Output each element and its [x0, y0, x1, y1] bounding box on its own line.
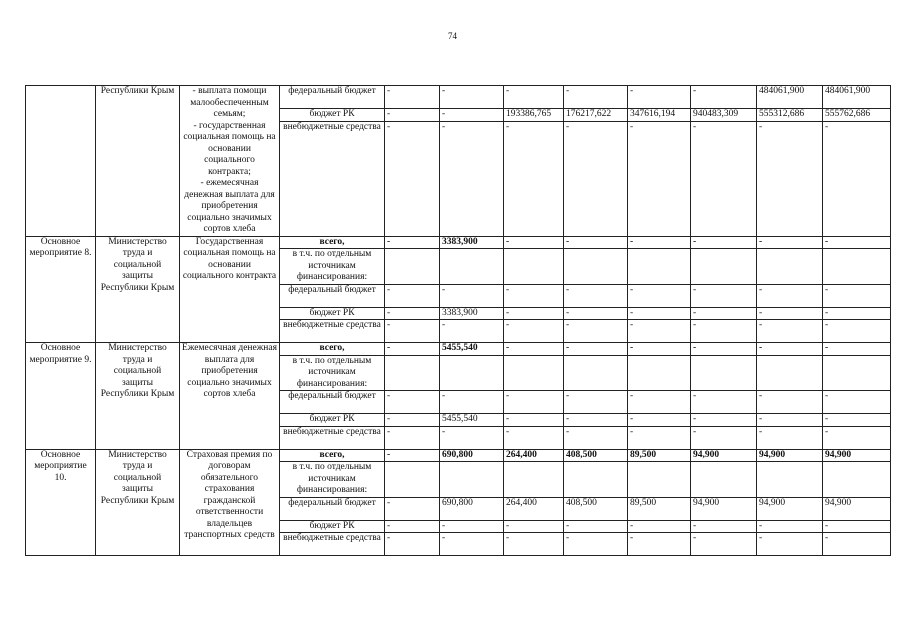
amount-cell: - [628, 284, 691, 307]
amount-cell: 484061,900 [757, 86, 823, 109]
table-row [26, 236, 891, 249]
amount-cell: - [385, 307, 440, 320]
amount-cell: - [440, 520, 504, 533]
amount-cell: - [504, 520, 564, 533]
description-cell: Ежемесячная денежная выплата для приобретения социально значимых сортов хлеба [180, 343, 280, 450]
amount-cell [440, 249, 504, 285]
amount-cell [385, 355, 440, 391]
amount-cell: - [628, 307, 691, 320]
amount-cell: - [757, 533, 823, 556]
amount-cell: - [564, 320, 628, 343]
amount-cell: - [564, 86, 628, 109]
funding-source-cell: в т.ч. по отдельным источникам финансирования: [280, 462, 385, 498]
amount-cell: - [823, 121, 891, 236]
executor-cell: Министерство труда и социальной защиты Республики Крым [96, 343, 180, 450]
amount-cell: - [628, 343, 691, 356]
amount-cell: - [757, 414, 823, 427]
amount-cell: 94,900 [757, 449, 823, 462]
amount-cell: - [757, 121, 823, 236]
amount-cell: - [385, 497, 440, 520]
amount-cell: - [385, 391, 440, 414]
amount-cell: - [440, 533, 504, 556]
amount-cell: - [564, 284, 628, 307]
table-row [26, 449, 891, 462]
funding-source-cell: бюджет РК [280, 520, 385, 533]
table-row [26, 343, 891, 356]
amount-cell: 94,900 [691, 449, 757, 462]
amount-cell: - [691, 343, 757, 356]
amount-cell: - [628, 414, 691, 427]
amount-cell: - [757, 320, 823, 343]
amount-cell [385, 462, 440, 498]
amount-cell: - [564, 121, 628, 236]
funding-source-cell: всего, [280, 449, 385, 462]
amount-cell: 5455,540 [440, 343, 504, 356]
activity-cell: Основное мероприятие 10. [26, 449, 96, 556]
amount-cell: - [385, 86, 440, 109]
amount-cell [691, 462, 757, 498]
amount-cell: - [823, 533, 891, 556]
funding-source-cell: бюджет РК [280, 414, 385, 427]
amount-cell [564, 462, 628, 498]
amount-cell: - [504, 284, 564, 307]
amount-cell: - [691, 414, 757, 427]
amount-cell [757, 355, 823, 391]
amount-cell: - [385, 320, 440, 343]
amount-cell: 940483,309 [691, 109, 757, 122]
funding-source-cell: федеральный бюджет [280, 391, 385, 414]
funding-source-cell: внебюджетные средства [280, 320, 385, 343]
amount-cell: 264,400 [504, 449, 564, 462]
amount-cell: - [440, 426, 504, 449]
funding-source-cell: в т.ч. по отдельным источникам финансирования: [280, 355, 385, 391]
amount-cell [628, 249, 691, 285]
amount-cell: - [504, 343, 564, 356]
amount-cell [504, 355, 564, 391]
amount-cell: - [757, 426, 823, 449]
funding-source-cell: в т.ч. по отдельным источникам финансирования: [280, 249, 385, 285]
amount-cell: - [504, 391, 564, 414]
activity-cell: Основное мероприятие 9. [26, 343, 96, 450]
amount-cell: - [564, 343, 628, 356]
amount-cell: - [504, 414, 564, 427]
amount-cell: - [504, 426, 564, 449]
amount-cell: - [564, 520, 628, 533]
amount-cell: - [628, 236, 691, 249]
amount-cell: 555762,686 [823, 109, 891, 122]
amount-cell: - [440, 320, 504, 343]
amount-cell: - [757, 520, 823, 533]
amount-cell: 89,500 [628, 449, 691, 462]
executor-cell: Министерство труда и социальной защиты Республики Крым [96, 449, 180, 556]
amount-cell: - [564, 307, 628, 320]
amount-cell: - [504, 307, 564, 320]
amount-cell: - [440, 109, 504, 122]
amount-cell [823, 355, 891, 391]
amount-cell: 264,400 [504, 497, 564, 520]
amount-cell: 3383,900 [440, 307, 504, 320]
amount-cell [385, 249, 440, 285]
amount-cell [823, 249, 891, 285]
amount-cell: - [440, 86, 504, 109]
amount-cell: - [757, 284, 823, 307]
page-number: 74 [448, 31, 457, 41]
amount-cell: - [504, 320, 564, 343]
budget-table [25, 85, 891, 556]
amount-cell: 690,800 [440, 497, 504, 520]
amount-cell: - [757, 343, 823, 356]
amount-cell [628, 355, 691, 391]
description-cell: Государственная социальная помощь на основании социального контракта [180, 236, 280, 343]
amount-cell: - [691, 121, 757, 236]
amount-cell: - [691, 391, 757, 414]
amount-cell: - [823, 520, 891, 533]
amount-cell: 408,500 [564, 497, 628, 520]
amount-cell: - [823, 391, 891, 414]
funding-source-cell: внебюджетные средства [280, 121, 385, 236]
amount-cell: 3383,900 [440, 236, 504, 249]
amount-cell [691, 249, 757, 285]
amount-cell: 690,800 [440, 449, 504, 462]
amount-cell: 176217,622 [564, 109, 628, 122]
amount-cell [504, 249, 564, 285]
amount-cell [564, 249, 628, 285]
amount-cell: - [757, 307, 823, 320]
amount-cell: - [504, 121, 564, 236]
amount-cell [691, 355, 757, 391]
amount-cell: 408,500 [564, 449, 628, 462]
amount-cell [757, 249, 823, 285]
amount-cell: - [385, 284, 440, 307]
amount-cell: - [823, 426, 891, 449]
amount-cell: - [564, 391, 628, 414]
amount-cell: 484061,900 [823, 86, 891, 109]
amount-cell: - [691, 426, 757, 449]
amount-cell: 347616,194 [628, 109, 691, 122]
activity-cell: Основное мероприятие 8. [26, 236, 96, 343]
amount-cell: - [504, 86, 564, 109]
amount-cell: - [628, 121, 691, 236]
amount-cell: - [385, 414, 440, 427]
amount-cell: - [823, 320, 891, 343]
amount-cell [440, 462, 504, 498]
amount-cell: - [628, 533, 691, 556]
activity-cell [26, 86, 96, 237]
amount-cell: - [385, 343, 440, 356]
description-cell: - выплата помощи малообеспеченным семьям; - государственная социальная помощь на основании социального контракта; - ежемесячная денежная выплата для приобретения социально значимых сортов хлеба [180, 86, 280, 237]
amount-cell: - [691, 236, 757, 249]
funding-source-cell: федеральный бюджет [280, 284, 385, 307]
executor-cell: Республики Крым [96, 86, 180, 237]
amount-cell [440, 355, 504, 391]
amount-cell: - [823, 307, 891, 320]
amount-cell: 94,900 [823, 449, 891, 462]
amount-cell: - [691, 284, 757, 307]
amount-cell: 94,900 [757, 497, 823, 520]
amount-cell: 555312,686 [757, 109, 823, 122]
funding-source-cell: всего, [280, 343, 385, 356]
amount-cell: - [628, 426, 691, 449]
amount-cell [757, 462, 823, 498]
amount-cell: - [385, 236, 440, 249]
amount-cell: - [385, 449, 440, 462]
amount-cell: - [440, 284, 504, 307]
description-cell: Страховая премия по договорам обязательного страхования гражданской ответственности владельцев транспортных средств [180, 449, 280, 556]
funding-source-cell: внебюджетные средства [280, 533, 385, 556]
amount-cell [504, 462, 564, 498]
amount-cell: - [628, 391, 691, 414]
amount-cell: - [691, 86, 757, 109]
amount-cell: - [564, 426, 628, 449]
amount-cell [628, 462, 691, 498]
amount-cell: - [385, 533, 440, 556]
amount-cell: - [691, 533, 757, 556]
amount-cell: 5455,540 [440, 414, 504, 427]
amount-cell: - [628, 520, 691, 533]
amount-cell: 94,900 [823, 497, 891, 520]
amount-cell: - [504, 533, 564, 556]
amount-cell: - [691, 520, 757, 533]
executor-cell: Министерство труда и социальной защиты Республики Крым [96, 236, 180, 343]
amount-cell [823, 462, 891, 498]
amount-cell: - [504, 236, 564, 249]
amount-cell: - [564, 414, 628, 427]
amount-cell: - [385, 109, 440, 122]
amount-cell: - [628, 86, 691, 109]
amount-cell: - [823, 343, 891, 356]
amount-cell: 89,500 [628, 497, 691, 520]
funding-source-cell: федеральный бюджет [280, 86, 385, 109]
amount-cell: - [823, 414, 891, 427]
funding-source-cell: внебюджетные средства [280, 426, 385, 449]
amount-cell: - [691, 307, 757, 320]
funding-source-cell: федеральный бюджет [280, 497, 385, 520]
funding-source-cell: всего, [280, 236, 385, 249]
amount-cell: - [757, 236, 823, 249]
amount-cell: - [823, 284, 891, 307]
amount-cell: - [385, 520, 440, 533]
table-row [26, 86, 891, 109]
amount-cell: - [823, 236, 891, 249]
amount-cell: 193386,765 [504, 109, 564, 122]
amount-cell: - [757, 391, 823, 414]
amount-cell: - [385, 426, 440, 449]
funding-source-cell: бюджет РК [280, 109, 385, 122]
amount-cell: 94,900 [691, 497, 757, 520]
amount-cell: - [628, 320, 691, 343]
amount-cell [564, 355, 628, 391]
amount-cell: - [385, 121, 440, 236]
amount-cell: - [564, 533, 628, 556]
amount-cell: - [440, 391, 504, 414]
funding-source-cell: бюджет РК [280, 307, 385, 320]
amount-cell: - [440, 121, 504, 236]
amount-cell: - [564, 236, 628, 249]
amount-cell: - [691, 320, 757, 343]
